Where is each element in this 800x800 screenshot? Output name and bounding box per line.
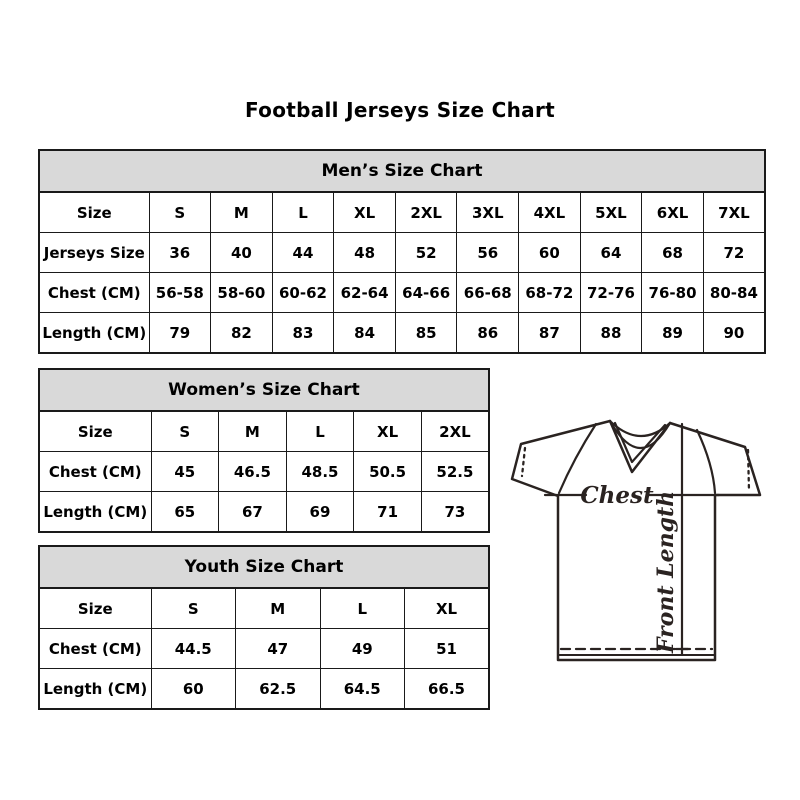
table-cell: 51 <box>405 629 490 669</box>
table-cell: 56 <box>457 233 519 273</box>
table-cell: L <box>286 411 354 452</box>
table-cell: 69 <box>286 492 354 533</box>
youth-table-title: Youth Size Chart <box>39 546 489 588</box>
table-cell: 45 <box>151 452 219 492</box>
chest-label: Chest <box>580 482 654 509</box>
table-cell: 90 <box>703 313 765 354</box>
table-row <box>39 313 765 354</box>
womens-size-table <box>38 368 490 533</box>
table-cell: 71 <box>354 492 422 533</box>
table-header-row <box>39 369 489 411</box>
table-cell: 60 <box>519 233 581 273</box>
row-label: Length (CM) <box>39 313 149 354</box>
table-cell: 2XL <box>421 411 489 452</box>
table-cell: S <box>151 411 219 452</box>
table-cell: 82 <box>211 313 273 354</box>
table-cell: 64.5 <box>320 669 405 710</box>
table-cell: 56-58 <box>149 273 211 313</box>
table-cell: 5XL <box>580 192 642 233</box>
table-cell: M <box>219 411 287 452</box>
row-label: Size <box>39 588 151 629</box>
table-cell: 40 <box>211 233 273 273</box>
table-cell: XL <box>334 192 396 233</box>
row-label: Length (CM) <box>39 669 151 710</box>
table-cell: 68-72 <box>519 273 581 313</box>
table-cell: 72-76 <box>580 273 642 313</box>
page-title: Football Jerseys Size Chart <box>245 98 555 122</box>
table-cell: 48 <box>334 233 396 273</box>
table-row <box>39 411 489 452</box>
table-row <box>39 629 489 669</box>
table-cell: 73 <box>421 492 489 533</box>
jersey-measurement-diagram <box>498 392 772 692</box>
row-label: Size <box>39 411 151 452</box>
table-cell: 87 <box>519 313 581 354</box>
row-label: Chest (CM) <box>39 629 151 669</box>
table-cell: 66.5 <box>405 669 490 710</box>
table-cell: XL <box>405 588 490 629</box>
table-cell: 48.5 <box>286 452 354 492</box>
table-row <box>39 273 765 313</box>
table-cell: 62-64 <box>334 273 396 313</box>
table-cell: 2XL <box>395 192 457 233</box>
table-cell: 76-80 <box>642 273 704 313</box>
table-cell: 67 <box>219 492 287 533</box>
table-cell: 83 <box>272 313 334 354</box>
mens-table-title: Men’s Size Chart <box>39 150 765 192</box>
table-cell: 4XL <box>519 192 581 233</box>
table-cell: XL <box>354 411 422 452</box>
table-row <box>39 233 765 273</box>
table-row <box>39 492 489 533</box>
mens-size-table <box>38 149 766 354</box>
womens-table-title: Women’s Size Chart <box>39 369 489 411</box>
table-cell: M <box>211 192 273 233</box>
table-cell: 72 <box>703 233 765 273</box>
table-cell: 58-60 <box>211 273 273 313</box>
row-label: Length (CM) <box>39 492 151 533</box>
table-cell: 49 <box>320 629 405 669</box>
table-cell: 47 <box>236 629 321 669</box>
table-cell: 88 <box>580 313 642 354</box>
table-row <box>39 588 489 629</box>
table-cell: 64-66 <box>395 273 457 313</box>
table-cell: 50.5 <box>354 452 422 492</box>
jersey-armhole-seam-right <box>697 430 715 493</box>
table-cell: 85 <box>395 313 457 354</box>
table-cell: 84 <box>334 313 396 354</box>
table-cell: 52 <box>395 233 457 273</box>
table-cell: 46.5 <box>219 452 287 492</box>
row-label: Chest (CM) <box>39 452 151 492</box>
table-cell: S <box>151 588 236 629</box>
table-cell: 6XL <box>642 192 704 233</box>
table-cell: 7XL <box>703 192 765 233</box>
table-cell: 60 <box>151 669 236 710</box>
row-label: Size <box>39 192 149 233</box>
table-cell: 36 <box>149 233 211 273</box>
table-row <box>39 669 489 710</box>
table-cell: 44.5 <box>151 629 236 669</box>
collar-inner-v <box>615 423 665 462</box>
table-cell: 80-84 <box>703 273 765 313</box>
table-cell: 86 <box>457 313 519 354</box>
table-cell: 68 <box>642 233 704 273</box>
table-cell: 44 <box>272 233 334 273</box>
front-length-label: Front Length <box>653 490 679 654</box>
table-cell: L <box>272 192 334 233</box>
row-label: Chest (CM) <box>39 273 149 313</box>
table-cell: L <box>320 588 405 629</box>
table-header-row <box>39 150 765 192</box>
table-cell: 89 <box>642 313 704 354</box>
sleeve-cuff-dashed-right <box>748 450 749 491</box>
table-cell: 79 <box>149 313 211 354</box>
table-cell: S <box>149 192 211 233</box>
table-row <box>39 192 765 233</box>
table-row <box>39 452 489 492</box>
table-cell: 60-62 <box>272 273 334 313</box>
sleeve-cuff-dashed-left <box>522 448 525 476</box>
youth-size-table <box>38 545 490 710</box>
table-cell: 64 <box>580 233 642 273</box>
table-cell: 52.5 <box>421 452 489 492</box>
table-cell: 3XL <box>457 192 519 233</box>
table-cell: 65 <box>151 492 219 533</box>
table-cell: 66-68 <box>457 273 519 313</box>
table-header-row <box>39 546 489 588</box>
table-cell: M <box>236 588 321 629</box>
table-cell: 62.5 <box>236 669 321 710</box>
row-label: Jerseys Size <box>39 233 149 273</box>
